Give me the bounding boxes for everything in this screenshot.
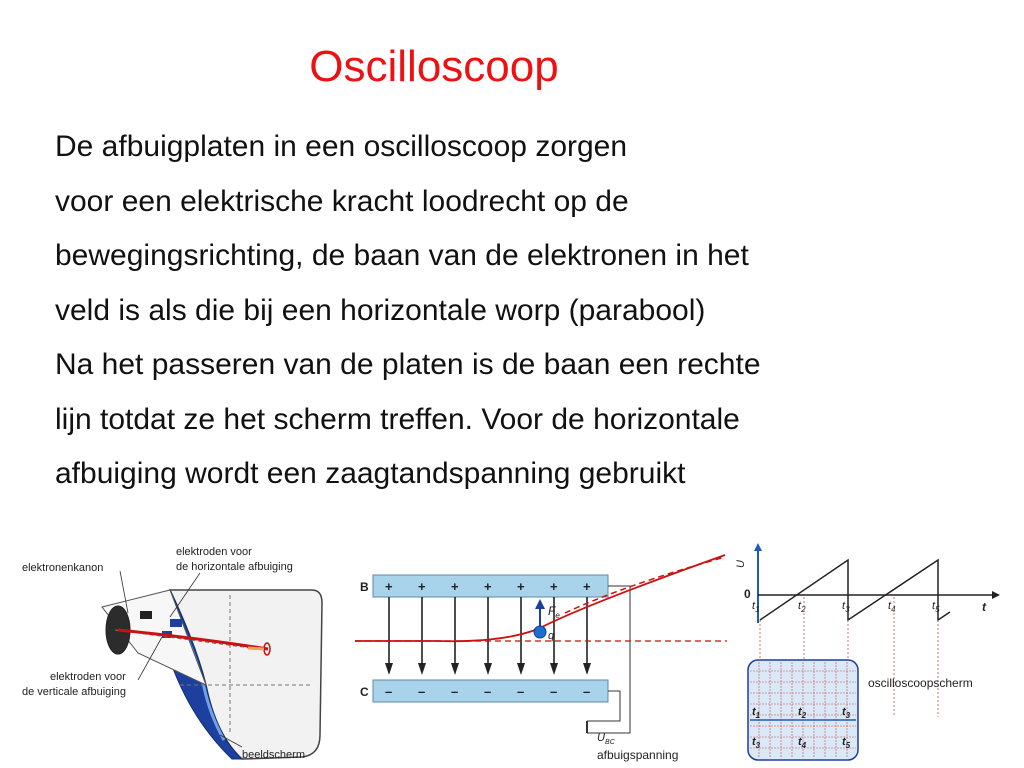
deflection-plates-diagram [355, 535, 730, 765]
body-line: veld is als die bij een horizontale worp (parabool) [55, 293, 706, 327]
field-arrow [451, 663, 459, 675]
origin-label: 0 [744, 587, 751, 601]
body-line: De afbuigplaten in een oscilloscoop zorgen [55, 130, 628, 163]
plus-sign: + [385, 579, 393, 594]
screen-time-label: $t_3$ [842, 706, 851, 720]
screen-label: oscilloscoopscherm [868, 676, 973, 690]
time-label: $t_4$ [888, 600, 896, 614]
field-arrow [385, 663, 393, 675]
plate-label-c: C [360, 685, 369, 699]
field-arrow [517, 663, 525, 675]
body-line: afbuiging wordt een zaagtandspanning gebruikt [55, 457, 686, 490]
screen-time-label: $t_3$ [752, 736, 761, 750]
screen-time-label: $t_4$ [798, 736, 807, 750]
electron-charge [534, 626, 546, 638]
voltage-label: $U_{BC}$ [597, 732, 615, 746]
label-vertical-electrodes: de verticale afbuiging [22, 686, 126, 698]
minus-sign: – [451, 684, 459, 699]
plus-sign: + [583, 579, 591, 594]
plus-sign: + [418, 579, 426, 594]
body-line: lijn totdat ze het scherm treffen. Voor de horizontale [55, 402, 740, 436]
time-label: $t_1$ [752, 600, 760, 614]
axis-label-t: t [982, 600, 986, 614]
minus-sign: – [385, 684, 393, 699]
body-line: voor een elektrische kracht loodrecht op de [55, 184, 629, 218]
axis-label-u: U [735, 560, 747, 568]
label-horizontal-electrodes: elektroden voor [176, 546, 252, 558]
plus-sign: + [550, 579, 558, 594]
screen-time-label: $t_2$ [798, 706, 807, 720]
time-label: $t_2$ [798, 600, 806, 614]
body-text [55, 120, 1015, 502]
label-vertical-electrodes: elektroden voor [50, 671, 126, 683]
plus-sign: + [517, 579, 525, 594]
field-arrow [418, 663, 426, 675]
minus-sign: – [550, 684, 558, 699]
plus-sign: + [484, 579, 492, 594]
crt-diagram [20, 535, 335, 765]
label-horizontal-electrodes: de horizontale afbuiging [176, 561, 293, 573]
minus-sign: – [517, 684, 525, 699]
plus-sign: + [451, 579, 459, 594]
field-arrow [550, 663, 558, 675]
body-line: bewegingsrichting, de baan van de elektronen in het [55, 239, 749, 272]
plate-label-b: B [360, 580, 369, 594]
label-electron-gun: elektronenkanon [22, 562, 104, 574]
minus-sign: – [484, 684, 492, 699]
time-label: $t_3$ [842, 600, 850, 614]
minus-sign: – [418, 684, 426, 699]
charge-label: q [548, 630, 555, 642]
screen-time-label: $t_1$ [752, 706, 761, 720]
field-arrow [583, 663, 591, 675]
minus-sign: – [583, 684, 591, 699]
field-arrow [484, 663, 492, 675]
deflection-voltage-caption: afbuigspanning [597, 748, 679, 762]
label-screen: beeldscherm [242, 749, 305, 761]
sawtooth-wave [760, 560, 950, 620]
body-line: Na het passeren van de platen is de baan een rechte [55, 348, 761, 381]
sawtooth-diagram [730, 535, 1020, 765]
time-label: $t_5$ [932, 600, 940, 614]
screen-time-label: $t_5$ [842, 736, 851, 750]
force-label: $F_e$ [548, 604, 560, 620]
slide-title: Oscilloscoop [309, 42, 559, 91]
